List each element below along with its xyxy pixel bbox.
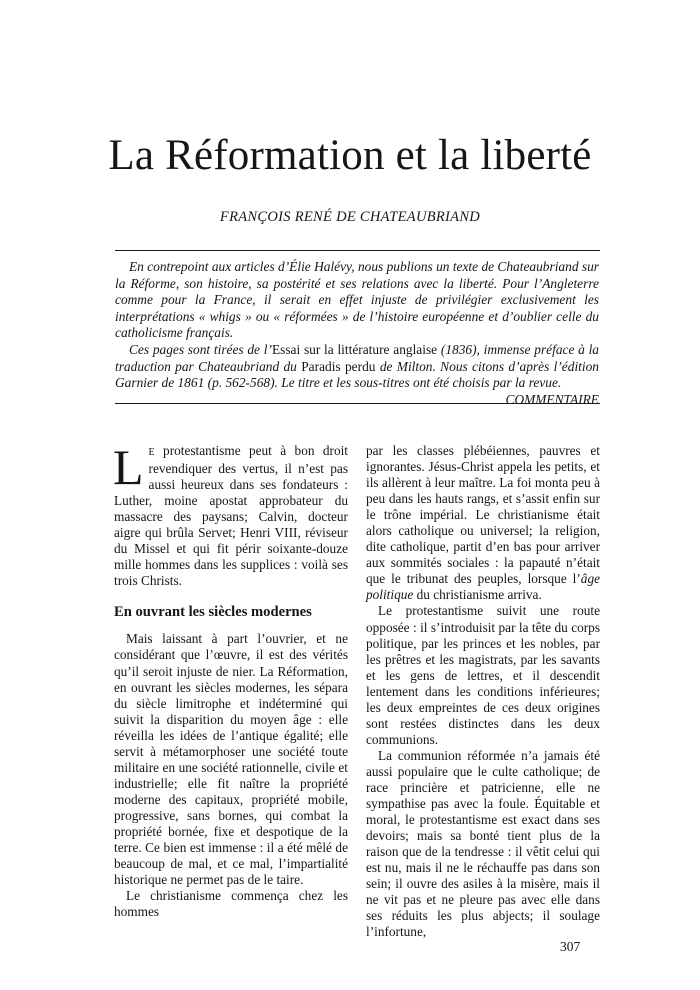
intro-paragraph-2 bbox=[115, 342, 599, 392]
small-cap: E bbox=[148, 447, 155, 458]
body-column-left bbox=[113, 439, 348, 920]
drop-cap: L bbox=[113, 439, 144, 495]
editorial-intro bbox=[115, 259, 599, 408]
body-text: par les classes plébéiennes, pauvres et ignorantes. Jésus-Christ appela les petits, et ils allèrent à leur maître. La foi monta peu à peu dans les hauts rangs, et s’assit enfin sur le trône impérial. Le christianisme était alors catholique ou universel; la religion, dite catholique, partit d’en bas pour arriver aux sommités sociales : la papauté n’était que le tribunat des peuples, lorsque l’ bbox=[366, 443, 600, 587]
body-paragraph: Mais laissant à part l’ouvrier, et ne considérant que l’œuvre, il est des vérités qu’il seroit injuste de nier. La Réformation, en ouvrant les siècles modernes, les sépara du siècle limitrophe et indéterminé qui suivit la disparition du moyen âge : elle réveilla les idées de l’antique égalité; elle servit à métamorphoser une société toute militaire en une société rationnelle, civile et industrielle; elle fit naître la propriété moderne des capitaux, propriété mobile, progressive, sans bornes, qui combat la propriété bornée, fixe et despotique de la terre. Ce bien est immense : il a été mêlé de beaucoup de mal, et ce mal, l’impartialité historique ne permet pas de le taire. bbox=[114, 631, 348, 888]
body-paragraph: Le christianisme commença chez les hommes bbox=[114, 888, 348, 920]
section-heading: En ouvrant les siècles modernes bbox=[114, 604, 312, 621]
author-name: FRANÇOIS RENÉ DE CHATEAUBRIAND bbox=[219, 209, 481, 225]
body-text: protestantisme peut à bon droit revendiquer des vertus, il n’est pas aussi heureux dans ses fondateurs : Luther, moine apostat approbateur du massacre des paysans; Calvin, docteur aigre qui brûla Servet; Henri VIII, réviseur du Missel et qui fit périr soixante-douze mille hommes dans les supplices : voilà ses trois Christs. bbox=[114, 443, 348, 589]
intro-text: (1836), immense préface à la traduction par Chateaubriand du bbox=[115, 341, 599, 374]
article-title: La Réformation et la liberté bbox=[108, 132, 592, 179]
body-paragraph: Le protestantisme suivit une route opposée : il s’introduisit par la tête du corps politique, par les princes et les nobles, par les prêtres et les magistrats, par les savants et les gens de lettres, et il descendit lentement dans les conditions inférieures; les deux empreintes de ces deux origines sont restées distinctes dans les deux communions. bbox=[366, 603, 600, 747]
intro-work-title: Paradis perdu bbox=[301, 358, 376, 374]
intro-text: Ces pages sont tirées de l’ bbox=[129, 341, 272, 357]
bottom-rule bbox=[115, 403, 600, 404]
body-column-right bbox=[366, 443, 600, 940]
intro-text: de Milton. Nous citons d’après l’édition Garnier de 1861 (p. 562-568). Le titre et les sous-titres ont été choisis par la revue. bbox=[115, 358, 599, 391]
body-emphasis: âge politique bbox=[366, 571, 600, 603]
body-text: du christianisme arriva. bbox=[413, 587, 542, 603]
intro-paragraph-1: En contrepoint aux articles d’Élie Halévy, nous publions un texte de Chateaubriand sur la Réforme, son histoire, sa postérité et ses relations avec la liberté. Pour l’Angleterre comme pour la France, il serait en effet injuste de privilégier exclusivement les interprétations « whigs » ou « réformées » de l’histoire européenne et d’oublier celle du catholicisme français. bbox=[115, 259, 599, 341]
intro-signature: COMMENTAIRE bbox=[505, 391, 599, 407]
intro-work-title: Essai bbox=[271, 341, 301, 357]
body-paragraph bbox=[113, 439, 348, 589]
body-paragraph: La communion réformée n’a jamais été aussi populaire que le culte catholique; de race princière et patricienne, elle ne sympathise pas avec la foule. Équitable et moral, le protestantisme est exact dans ses devoirs; mais sa bonté tient plus de la raison que de la tendresse : il vêtit celui qui est nu, mais il ne le réchauffe pas dans son sein; il ouvre des asiles à la misère, mais il ne vit pas et ne pleure pas avec elle dans ses réduits les plus abjects; il soulage l’infortune, bbox=[366, 747, 600, 940]
top-rule bbox=[115, 250, 600, 251]
body-paragraph bbox=[366, 443, 600, 603]
intro-text: sur la littérature anglaise bbox=[300, 341, 441, 357]
page-number: 307 bbox=[560, 939, 581, 954]
